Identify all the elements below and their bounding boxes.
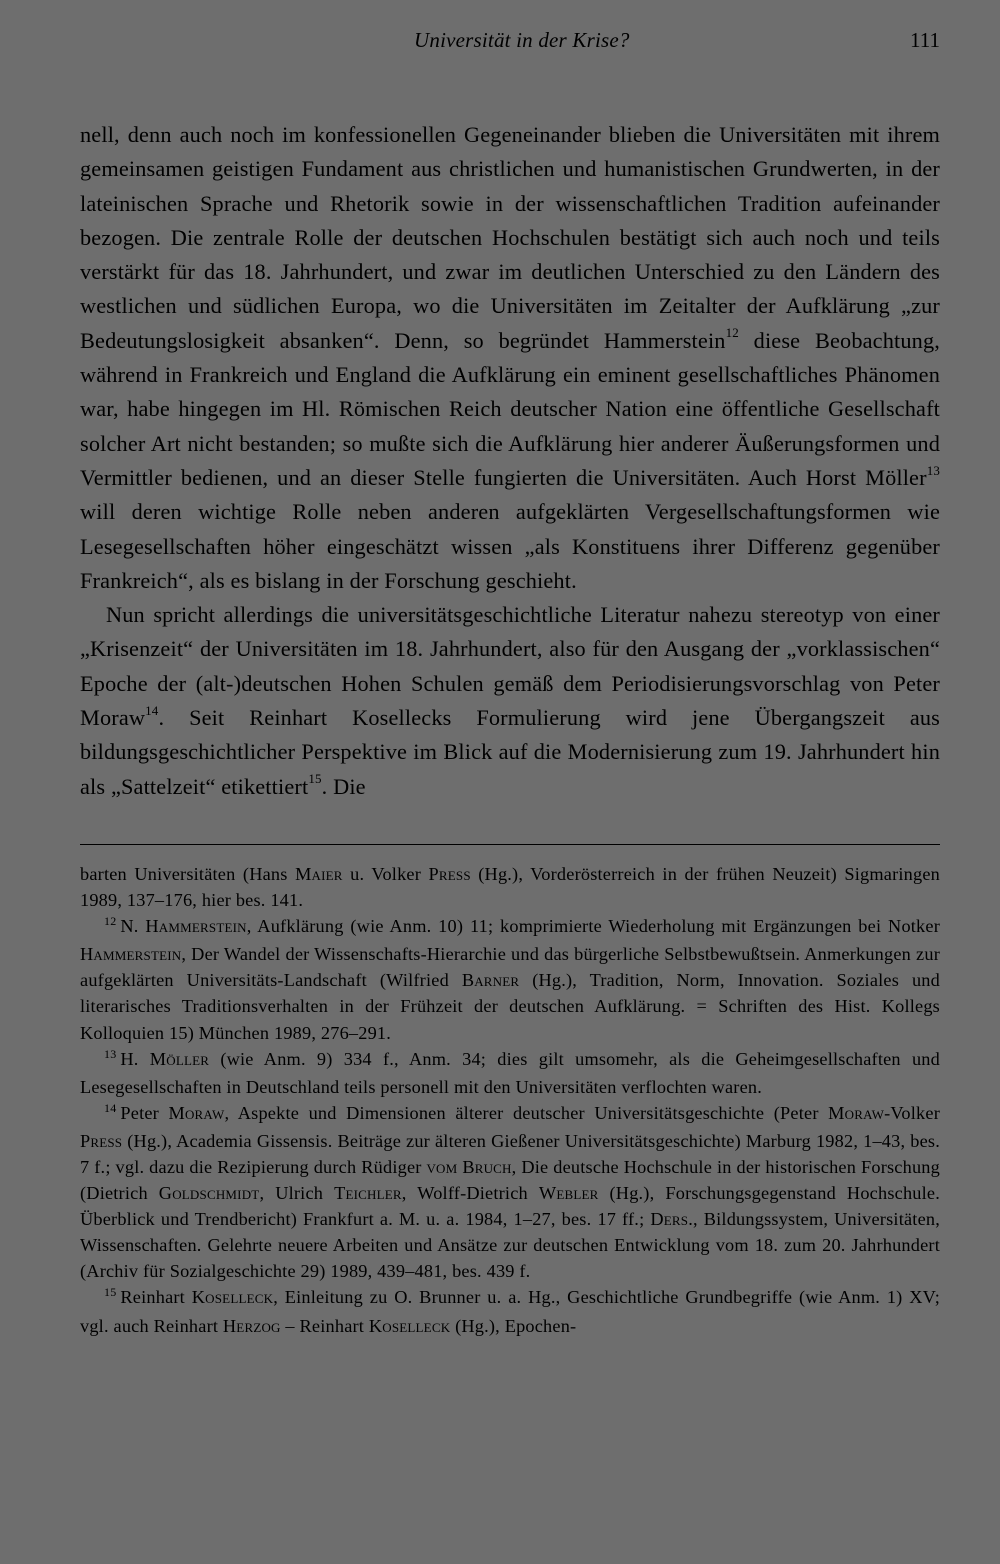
- fn-author: Press: [80, 1130, 123, 1151]
- fn-author: Moraw: [828, 1102, 885, 1123]
- fn-author: Barner: [461, 970, 520, 991]
- paragraph-2-text-c: . Die: [321, 773, 366, 799]
- fn-text: Peter: [120, 1102, 169, 1123]
- footnotes: [80, 861, 940, 1339]
- footnote-14: [80, 1100, 940, 1285]
- fn-text: N.: [120, 916, 146, 937]
- footnote-separator: [80, 844, 940, 845]
- footnote-ref-13: 13: [926, 462, 940, 478]
- footnote-15: [80, 1284, 940, 1338]
- fn-text: -Volker: [884, 1102, 940, 1123]
- fn-text: , Aufklärung (wie Anm. 10) 11; komprimierte Wiederholung mit Ergänzungen bei Notker: [246, 916, 941, 937]
- fn-text: , Bildungssystem, Universitäten, Wissenschaften. Gelehrte neuere Arbeiten und Ansätze zur deutschen Entwicklung vom 18. zum 20. Jahrhundert (Archiv für Sozialgeschichte 29) 1989, 439–481, bes. 439 f.: [80, 1209, 940, 1282]
- fn-text: barten Universitäten (Hans: [80, 863, 296, 884]
- footnote-13: [80, 1046, 940, 1100]
- fn-text: (Hg.), Tradition, Norm, Innovation. Soziales und literarisches Traditionsverhalten in der Frühzeit der deutschen Aufklärung. = Schriften des Hist. Kollegs Kolloquien 15) München 1989, 276–291.: [80, 970, 940, 1043]
- footnote-number: 14: [104, 1100, 117, 1115]
- fn-author: Herzog: [222, 1315, 281, 1336]
- footnote-ref-14: 14: [145, 702, 159, 718]
- fn-text: , Wolff-Dietrich: [401, 1183, 539, 1204]
- fn-text: u. Volker: [342, 863, 429, 884]
- footnote-number: 12: [104, 914, 117, 929]
- fn-author: Maier: [295, 863, 343, 884]
- footnote-12: [80, 913, 940, 1045]
- paragraph-1-text-a: nell, denn auch noch im konfessionellen Gegeneinander blieben die Universitäten mit ihrem gemeinsamen geistigen Fundament aus christlichen und humanistischen Grundwerten, in der lateinischen Sprache und Rhetorik sowie in der wissenschaftlichen Tradition aufeinander bezogen. Die zentrale Rolle der deutschen Hochschulen bestätigt sich auch noch und teils verstärkt für das 18. Jahrhundert, und zwar im deutlichen Unterschied zu den Ländern des westlichen und südlichen Europa, wo die Universitäten im Zeitalter der Aufklärung „zur Bedeutungslosigkeit absanken“. Denn, so begründet Hammerstein: [80, 122, 940, 353]
- fn-text: – Reinhart: [280, 1315, 369, 1336]
- footnote-number: 15: [104, 1285, 117, 1300]
- fn-text: (wie Anm. 9) 334 f., Anm. 34; dies gilt umsomehr, als die Geheimgesellschaften und Lesegesellschaften in Deutschland teils personell mit den Universitäten verflochten waren.: [80, 1048, 940, 1097]
- fn-author: Webler: [538, 1183, 599, 1204]
- running-title: Universität in der Krise?: [414, 28, 630, 52]
- page-number: 111: [910, 28, 940, 52]
- footnote-ref-12: 12: [725, 325, 739, 341]
- fn-author: Koselleck: [191, 1287, 274, 1308]
- fn-text: , Die deutsche Hochschule in der historischen Forschung (Dietrich: [80, 1156, 940, 1204]
- fn-text: (Hg.), Academia Gissensis. Beiträge zur älteren Gießener Universitätsgeschichte) Marburg 1982, 1–43, bes. 7 f.; vgl. dazu die Rezipierung durch Rüdiger: [80, 1130, 940, 1177]
- fn-author: Hammerstein: [80, 944, 182, 965]
- book-page: [80, 28, 940, 1339]
- fn-author: Teichler: [334, 1183, 402, 1204]
- fn-author: Ders.: [650, 1209, 693, 1230]
- fn-author: Möller: [149, 1048, 210, 1069]
- fn-author: Koselleck: [368, 1315, 451, 1336]
- fn-author: Goldschmidt: [158, 1183, 260, 1204]
- main-text: [80, 118, 940, 804]
- footnote-continuation: [80, 861, 940, 913]
- fn-text: (Hg.), Epochen-: [450, 1315, 577, 1336]
- fn-text: , Der Wandel der Wissenschafts-Hierarchie und das bürgerliche Selbstbewußtsein. Anmerkungen zur aufgeklärten Universitäts-Landschaft (Wilfried: [80, 944, 940, 991]
- fn-text: H.: [120, 1048, 150, 1069]
- fn-author: Moraw: [168, 1102, 225, 1123]
- fn-text: , Aspekte und Dimensionen älterer deutscher Universitätsgeschichte (Peter: [224, 1102, 829, 1123]
- fn-text: (Hg.), Vorderösterreich in der frühen Neuzeit) Sigmaringen 1989, 137–176, hier bes. 141.: [80, 863, 940, 911]
- fn-author: vom Bruch: [426, 1156, 512, 1177]
- fn-text: (Hg.), Forschungsgegenstand Hochschule. Überblick und Trendbericht) Frankfurt a. M. u. a. 1984, 1–27, bes. 17 ff.;: [80, 1183, 940, 1230]
- paragraph-1-text-b: diese Beobachtung, während in Frankreich und England die Aufklärung ein eminent gesellschaftliches Phänomen war, habe hingegen im Hl. Römischen Reich deutscher Nation eine öffentliche Gesellschaft solcher Art nicht bestanden; so mußte sich die Aufklärung hier anderer Äußerungsformen und Vermittler bedienen, und an dieser Stelle fungierten die Universitäten. Auch Horst Möller: [80, 327, 940, 490]
- fn-text: , Einleitung zu O. Brunner u. a. Hg., Geschichtliche Grundbegriffe (wie Anm. 1) XV; vgl. auch Reinhart: [80, 1287, 940, 1336]
- paragraph-1: [80, 118, 940, 598]
- fn-author: Hammerstein: [145, 916, 247, 937]
- paragraph-2-text-b: . Seit Reinhart Kosellecks Formulierung wird jene Übergangszeit aus bildungsgeschichtlicher Perspektive im Blick auf die Modernisierung zum 19. Jahrhundert hin als „Sattelzeit“ etikettiert: [80, 705, 940, 799]
- paragraph-2-text-a: Nun spricht allerdings die universitätsgeschichtliche Literatur nahezu stereotyp von einer „Krisenzeit“ der Universitäten im 18. Jahrhundert, also für den Ausgang der „vorklassischen“ Epoche der (alt-)deutschen Hohen Schulen gemäß dem Periodisierungsvorschlag von Peter Moraw: [80, 602, 940, 731]
- running-head: [80, 28, 940, 60]
- fn-text: Reinhart: [120, 1287, 192, 1308]
- fn-author: Press: [428, 863, 471, 884]
- paragraph-1-text-c: will deren wichtige Rolle neben anderen aufgeklärten Vergesellschaftungsformen wie Lesegesellschaften höher eingeschätzt wissen „als Konstituens ihrer Differenz gegenüber Frankreich“, als es bislang in der Forschung geschieht.: [80, 499, 940, 593]
- paragraph-2: [80, 598, 940, 804]
- footnote-ref-15: 15: [308, 771, 322, 787]
- footnote-number: 13: [104, 1046, 117, 1061]
- fn-text: , Ulrich: [259, 1183, 335, 1204]
